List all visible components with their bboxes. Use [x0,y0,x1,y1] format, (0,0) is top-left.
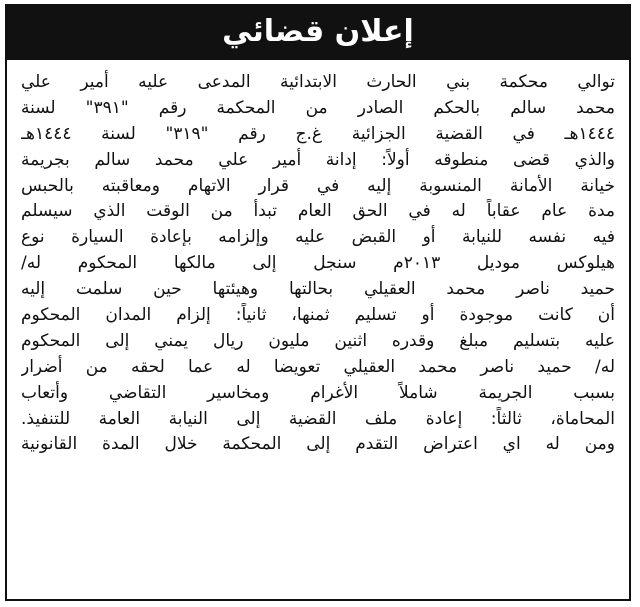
notice-line: فيه نفسه للنيابة أو القبض عليه وإلزامه بإعادة السيارة نوع [21,227,615,248]
notice-line: والذي قضى منطوقه أولاً: إدانة أمير علي محمد سالم بجريمة [21,149,615,170]
notice-line: مدة عام عقاباً له في الحق العام تبدأ من الوقت الذي سيسلم [21,201,615,222]
notice-line: هيلوكس موديل ٢٠١٣م سنجل إلى مالكها المحكوم له/ [21,253,615,274]
notice-body [21,70,615,458]
notice-line: بسبب الجريمة شاملاً الأغرام ومخاسير التقاضي وأتعاب [21,382,615,403]
notice-line: أن كانت موجودة أو تسليم ثمنها، ثانياً: إلزام المدان المحكوم [21,305,615,326]
notice-line: خيانة الأمانة المنسوبة إليه في قرار الاتهام ومعاقبته بالحبس [21,175,615,196]
notice-header [7,6,629,60]
notice-line: حميد ناصر محمد العقيلي بحالتها وهيئتها حين سلمت إليه [21,279,615,300]
notice-line: عليه بتسليم مبلغ وقدره اثنين مليون ريال يمني إلى المحكوم [21,330,615,351]
legal-notice [5,4,631,601]
notice-line: محمد سالم بالحكم الصادر من المحكمة رقم "٣٩١" لسنة [21,97,615,118]
notice-line: له/ حميد ناصر محمد العقيلي تعويضا له عما لحقه من أضرار [21,356,615,377]
notice-line: المحاماة، ثالثاً: إعادة ملف القضية إلى النيابة العامة للتنفيذ. [21,408,615,429]
notice-line: ومن له اي اعتراض التقدم إلى المحكمة خلال المدة القانونية [21,434,615,455]
notice-title: إعلان قضائي [222,14,414,49]
notice-line: ١٤٤٤هـ في القضية الجزائية غ.ج رقم "٣١٩" لسنة ١٤٤٤هـ [21,123,615,144]
notice-line: توالي محكمة بني الحارث الابتدائية المدعى عليه أمير علي [21,72,615,92]
